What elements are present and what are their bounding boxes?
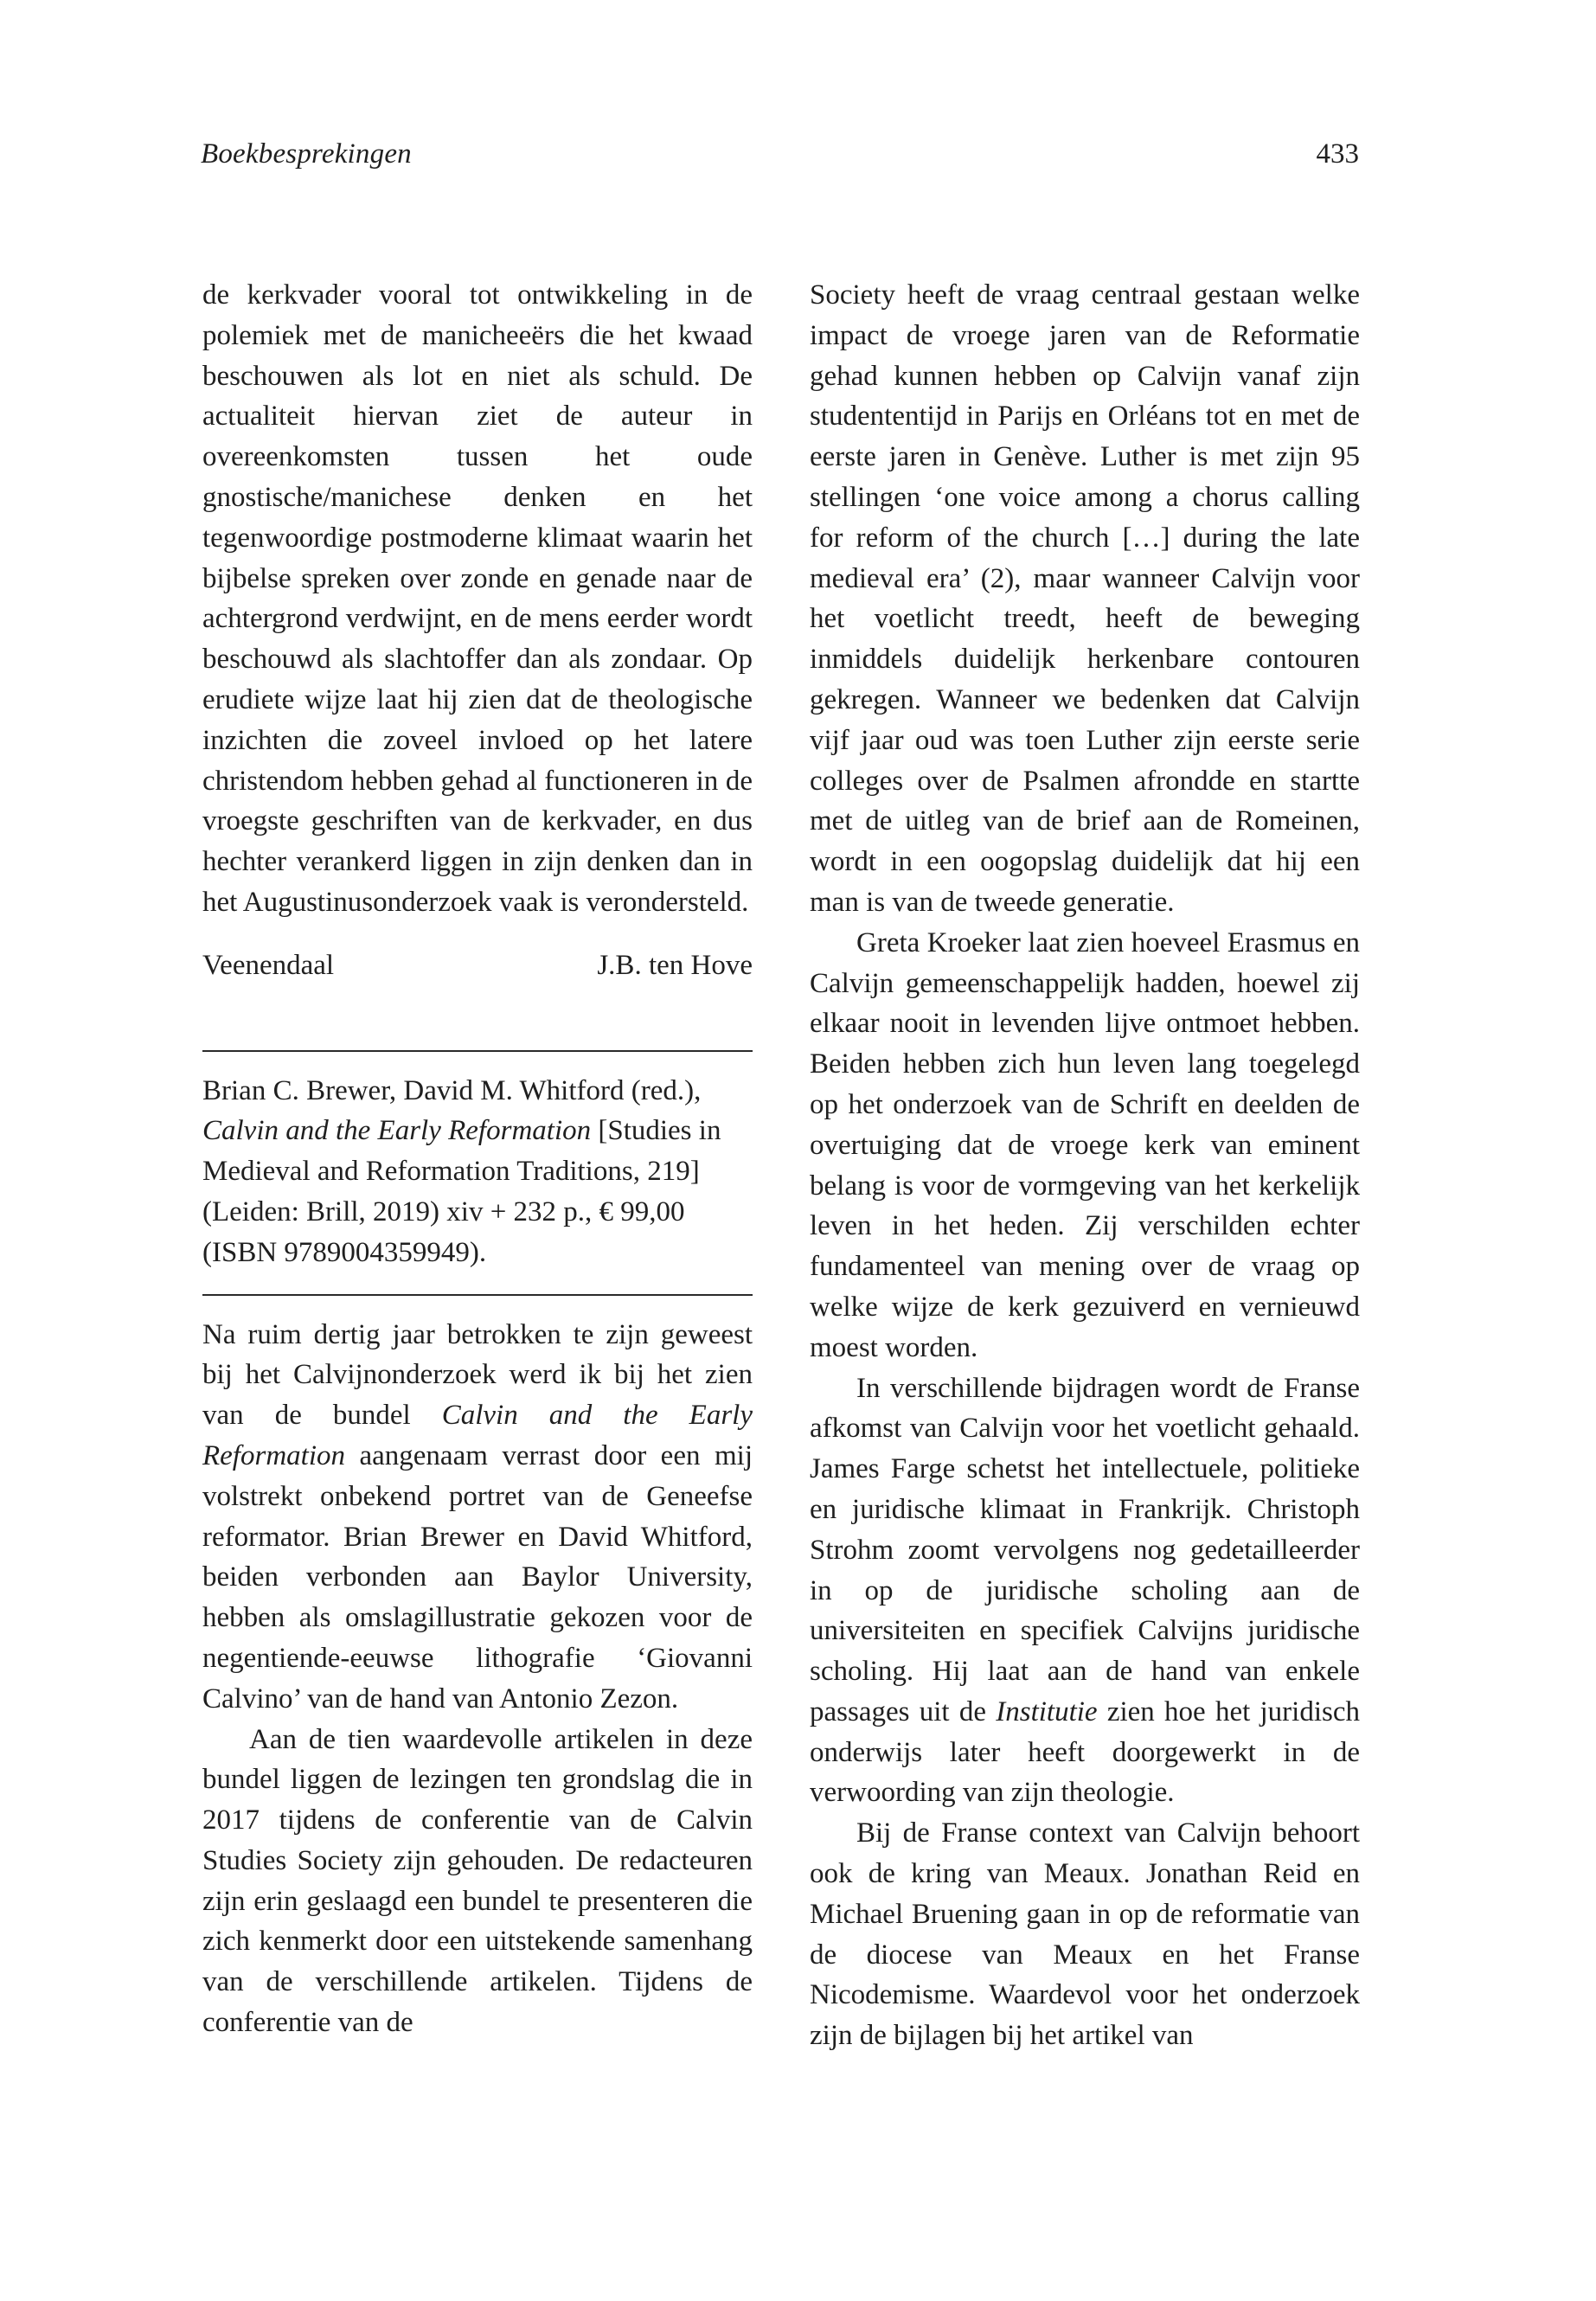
right-column [810,275,1360,2056]
page-number: 433 [1316,138,1359,170]
review-paragraph-2: Aan de tien waardevolle artikelen in deze bundel liggen de lezingen ten grondslag die in 2017 tijdens de conferentie van de Calvin Studies Society zijn gehouden. De redacteuren zijn erin geslaagd een bundel te presenteren die zich kenmerkt door een uitstekende samenhang van de verschillende artikelen. Tijdens de conferentie van de [202,1723,753,2039]
review-paragraph-5 [810,1368,1360,1814]
bib-authors: Brian C. Brewer, David M. Whitford (red.), [202,1074,702,1106]
signature-place: Veenendaal [202,949,335,981]
bib-details: [Studies in Medieval and Reformation Traditions, 219] (Leiden: Brill, 2019) xiv + 232 p., € 99,00 (ISBN 9789004359949). [202,1115,721,1268]
review-paragraph-1 [202,1315,753,1720]
italic-book-title: Calvin and the Early Reformation [202,1400,753,1471]
review-paragraph-3: Society heeft de vraag centraal gestaan welke impact de vroege jaren van de Reformatie gehad kunnen hebben op Calvijn vanaf zijn studententijd in Parijs en Orléans tot en met de eerste jaren in Genève. Luther is met zijn 95 stellingen ‘one voice among a chorus calling for reform of the church […] during the late medieval era’ (2), maar wanneer Calvijn voor het voetlicht treedt, heeft de beweging inmiddels duidelijk herkenbare contouren gekregen. Wanneer we bedenken dat Calvijn vijf jaar oud was toen Luther zijn eerste serie colleges over de Psalmen afrondde en startte met de uitleg van de brief aan de Romeinen, wordt in een oogopslag duidelijk dat hij een man is van de tweede generatie. [810,279,1360,918]
review-paragraph-6: Bij de Franse context van Calvijn behoort ook de kring van Meaux. Jonathan Reid en Michael Bruening gaan in op de reformatie van de diocese van Meaux en het Franse Nicodemisme. Waardevol voor het onderzoek zijn de bijlagen bij het artikel van [810,1817,1360,2052]
text-run: Na ruim dertig jaar betrokken te zijn geweest bij het Calvijnonderzoek werd ik bij het zien van de bundel [202,1318,753,1432]
left-column [202,275,753,2043]
italic-title: Institutie [996,1695,1098,1727]
bibliographic-entry [202,1071,753,1273]
bib-title: Calvin and the Early Reformation [202,1115,592,1147]
running-head: Boekbesprekingen [201,138,412,170]
review-paragraph-4: Greta Kroeker laat zien hoeveel Erasmus en Calvijn gemeenschappelijk hadden, hoewel zij elkaar nooit in levenden lijve ontmoet hebben. Beiden hebben zich hun leven lang toegelegd op het onderzoek van de Schrift en deelden de overtuiging dat de vroege kerk van eminent belang is voor de vormgeving van het kerkelijk leven in het heden. Zij verschilden echter fundamenteel van mening over de vraag op welke wijze de kerk gezuiverd en vernieuwd moest worden. [810,926,1360,1363]
bibliography-rule-top [202,1050,753,1052]
bibliography-rule-bottom [202,1294,753,1296]
text-run: zien hoe het juridisch onderwijs later heeft doorgewerkt in de verwoording van zijn theologie. [810,1695,1360,1809]
reviewer-signature [202,945,753,986]
text-run: aangenaam verrast door een mij volstrekt onbekend portret van de Geneefse reformator. Brian Brewer en David Whitford, beiden verbonden aan Baylor University, hebben als omslagillustratie gekozen voor de negentiende-eeuwse lithografie ‘Giovanni Calvino’ van de hand van Antonio Zezon. [202,1439,753,1715]
text-run: In verschillende bijdragen wordt de Franse afkomst van Calvijn voor het voetlicht gehaald. James Farge schetst het intellectuele, politieke en juridische klimaat in Frankrijk. Christoph Strohm zoomt vervolgens nog gedetailleerder in op de juridische scholing aan de universiteiten en specifiek Calvijns juridische scholing. Hij laat aan de hand van enkele passages uit de [810,1372,1360,1727]
review-ending-paragraph: de kerkvader vooral tot ontwikkeling in de polemiek met de manicheeërs die het kwaad beschouwen als lot en niet als schuld. De actualiteit hiervan ziet de auteur in overeenkomsten tussen het oude gnostische/manichese denken en het tegenwoordige postmoderne klimaat waarin het bijbelse spreken over zonde en genade naar de achtergrond verdwijnt, en de mens eerder wordt beschouwd als slachtoffer dan als zondaar. Op erudiete wijze laat hij zien dat de theologische inzichten die zoveel invloed op het latere christendom hebben gehad al functioneren in de vroegste geschriften van de kerkvader, en dus hechter verankerd liggen in zijn denken dan in het Augustinusonderzoek vaak is verondersteld. [202,279,753,918]
signature-name: J.B. ten Hove [597,949,753,981]
